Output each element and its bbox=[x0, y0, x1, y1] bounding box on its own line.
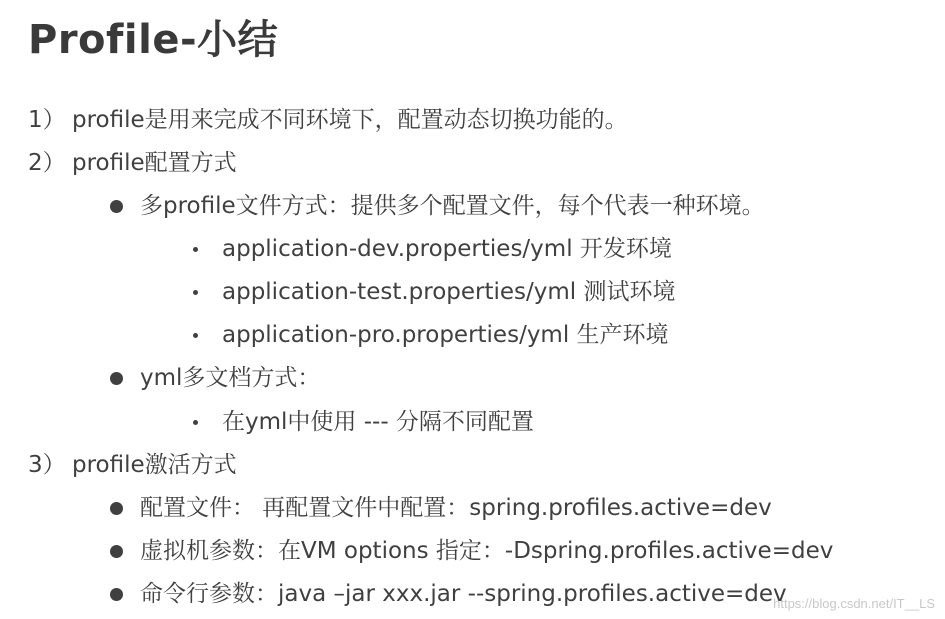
item-number: 3） bbox=[28, 452, 66, 478]
dot-bullet-icon bbox=[193, 420, 198, 425]
list-item-2-1-2 bbox=[0, 277, 945, 307]
list-item-2-1-3 bbox=[0, 320, 945, 350]
item-text: profile配置方式 bbox=[72, 150, 237, 176]
watermark: https://blog.csdn.net/IT__LS bbox=[773, 596, 935, 611]
disc-bullet-icon bbox=[110, 545, 123, 558]
item-number: 1） bbox=[28, 107, 66, 133]
dot-bullet-icon bbox=[193, 290, 198, 295]
list-item-2-2 bbox=[0, 363, 945, 393]
item-number: 2） bbox=[28, 150, 66, 176]
page-title: Profile-小结 bbox=[28, 17, 279, 63]
list-item-2-1 bbox=[0, 191, 945, 221]
disc-bullet-icon bbox=[110, 372, 123, 385]
item-text: application-pro.properties/yml 生产环境 bbox=[222, 322, 669, 348]
item-text: 在yml中使用 --- 分隔不同配置 bbox=[222, 409, 534, 435]
list-item-3-1 bbox=[0, 493, 945, 523]
list-item-2-2-1 bbox=[0, 407, 945, 437]
list-item-1 bbox=[0, 105, 945, 135]
dot-bullet-icon bbox=[193, 333, 198, 338]
disc-bullet-icon bbox=[110, 200, 123, 213]
item-text: profile激活方式 bbox=[72, 452, 237, 478]
list-item-3-2 bbox=[0, 536, 945, 566]
item-text: application-test.properties/yml 测试环境 bbox=[222, 279, 676, 305]
item-text: application-dev.properties/yml 开发环境 bbox=[222, 236, 672, 262]
item-text: profile是用来完成不同环境下，配置动态切换功能的。 bbox=[72, 107, 628, 133]
list-item-2 bbox=[0, 148, 945, 178]
disc-bullet-icon bbox=[110, 588, 123, 601]
item-text: yml多文档方式： bbox=[140, 365, 321, 391]
dot-bullet-icon bbox=[193, 247, 198, 252]
item-text: 命令行参数：java –jar xxx.jar --spring.profiles.active=dev bbox=[140, 581, 787, 607]
item-text: 配置文件： 再配置文件中配置：spring.profiles.active=dev bbox=[140, 495, 772, 521]
item-text: 多profile文件方式：提供多个配置文件，每个代表一种环境。 bbox=[140, 193, 765, 219]
item-text: 虚拟机参数：在VM options 指定：-Dspring.profiles.active=dev bbox=[140, 538, 834, 564]
list-item-3 bbox=[0, 450, 945, 480]
disc-bullet-icon bbox=[110, 502, 123, 515]
list-item-2-1-1 bbox=[0, 234, 945, 264]
